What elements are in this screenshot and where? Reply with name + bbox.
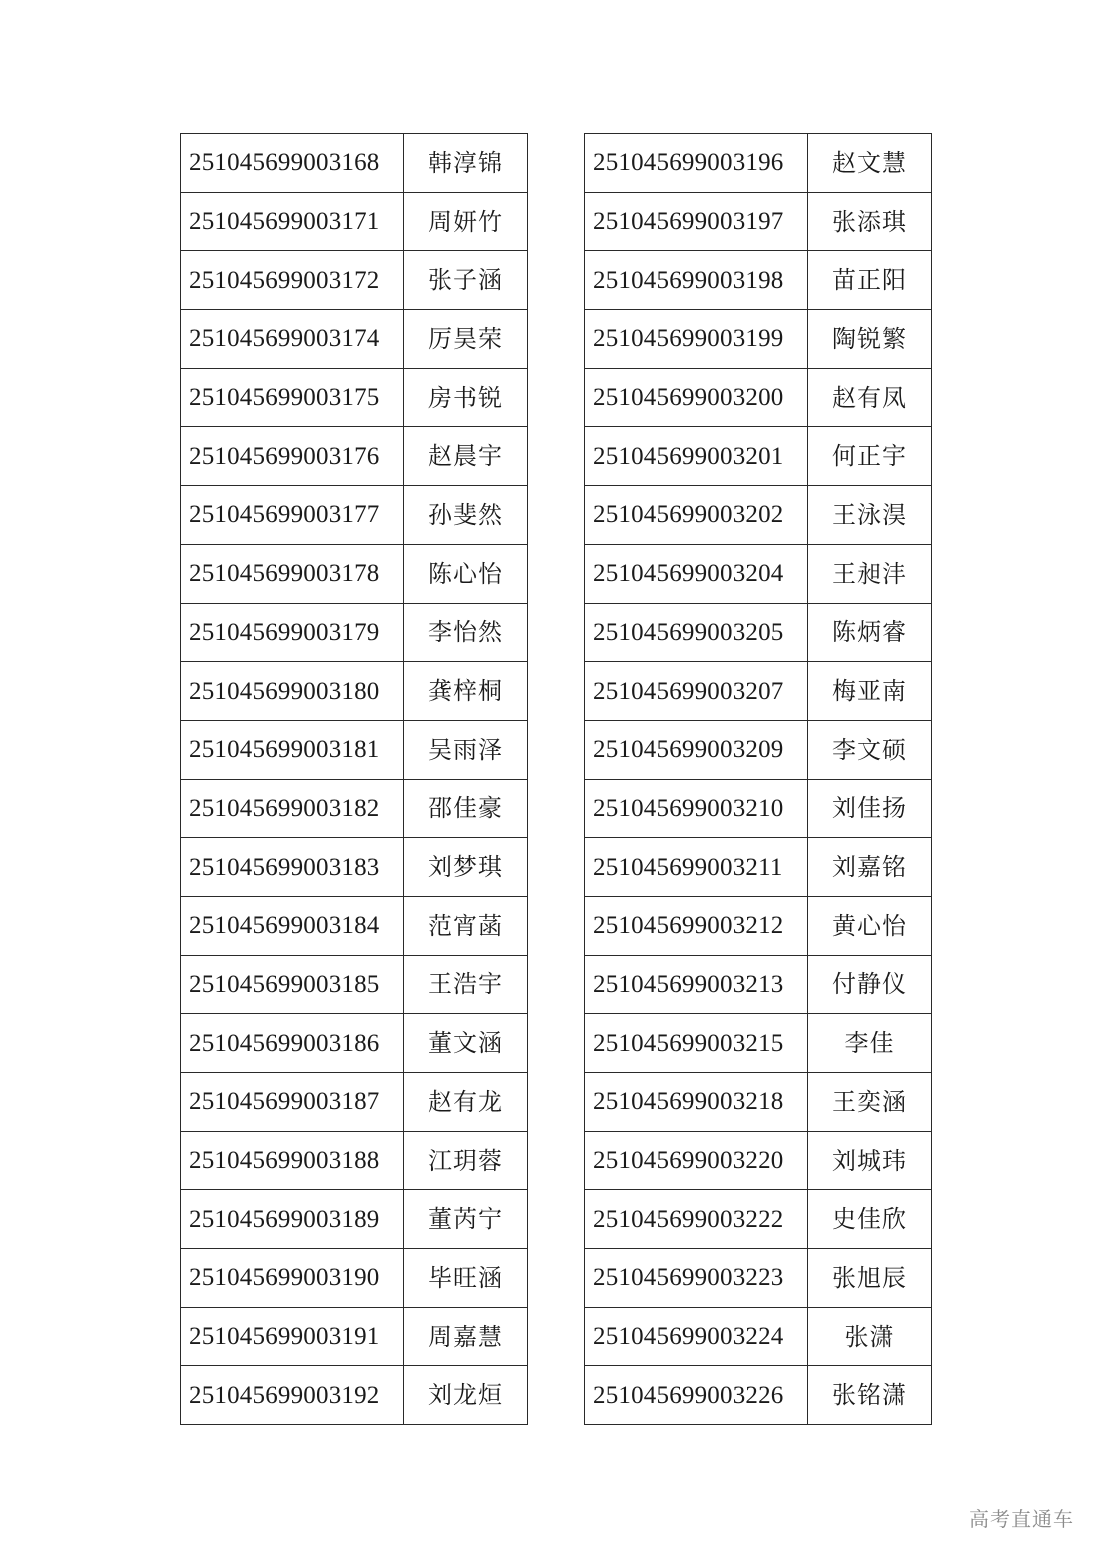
right-roster-table xyxy=(584,133,932,1425)
candidate-id-cell: 251045699003223 xyxy=(585,1249,808,1308)
table-row xyxy=(585,368,932,427)
candidate-name-cell: 何正宇 xyxy=(808,427,932,486)
candidate-id-cell: 251045699003190 xyxy=(181,1249,404,1308)
candidate-name-cell: 董芮宁 xyxy=(404,1190,528,1249)
candidate-id-cell: 251045699003198 xyxy=(585,251,808,310)
candidate-name-cell: 赵晨宇 xyxy=(404,427,528,486)
candidate-id-cell: 251045699003178 xyxy=(181,544,404,603)
candidate-name-cell: 赵文慧 xyxy=(808,134,932,193)
table-row xyxy=(585,192,932,251)
table-row xyxy=(585,310,932,369)
table-row xyxy=(585,1249,932,1308)
table-row xyxy=(585,603,932,662)
candidate-id-cell: 251045699003175 xyxy=(181,368,404,427)
candidate-id-cell: 251045699003204 xyxy=(585,544,808,603)
candidate-id-cell: 251045699003212 xyxy=(585,896,808,955)
candidate-name-cell: 张旭辰 xyxy=(808,1249,932,1308)
table-row xyxy=(585,779,932,838)
candidate-name-cell: 周妍竹 xyxy=(404,192,528,251)
table-row xyxy=(181,251,528,310)
table-row xyxy=(585,544,932,603)
candidate-name-cell: 刘城玮 xyxy=(808,1131,932,1190)
candidate-id-cell: 251045699003218 xyxy=(585,1073,808,1132)
candidate-name-cell: 王昶沣 xyxy=(808,544,932,603)
candidate-id-cell: 251045699003183 xyxy=(181,838,404,897)
table-row xyxy=(181,427,528,486)
candidate-name-cell: 陶锐繁 xyxy=(808,310,932,369)
candidate-name-cell: 付静仪 xyxy=(808,955,932,1014)
table-row xyxy=(585,662,932,721)
table-row xyxy=(181,662,528,721)
candidate-name-cell: 厉昊荣 xyxy=(404,310,528,369)
candidate-id-cell: 251045699003188 xyxy=(181,1131,404,1190)
table-row xyxy=(585,1366,932,1425)
candidate-name-cell: 史佳欣 xyxy=(808,1190,932,1249)
candidate-name-cell: 刘佳扬 xyxy=(808,779,932,838)
table-row xyxy=(181,1249,528,1308)
watermark-label: 高考直通车 xyxy=(969,1507,1074,1531)
candidate-name-cell: 梅亚南 xyxy=(808,662,932,721)
candidate-id-cell: 251045699003185 xyxy=(181,955,404,1014)
candidate-id-cell: 251045699003180 xyxy=(181,662,404,721)
table-row xyxy=(585,1131,932,1190)
candidate-name-cell: 王泳淏 xyxy=(808,486,932,545)
candidate-id-cell: 251045699003174 xyxy=(181,310,404,369)
table-row xyxy=(181,310,528,369)
candidate-name-cell: 张潇 xyxy=(808,1307,932,1366)
candidate-name-cell: 赵有龙 xyxy=(404,1073,528,1132)
candidate-name-cell: 董文涵 xyxy=(404,1014,528,1073)
table-row xyxy=(585,1307,932,1366)
candidate-name-cell: 周嘉慧 xyxy=(404,1307,528,1366)
candidate-name-cell: 韩淳锦 xyxy=(404,134,528,193)
candidate-id-cell: 251045699003177 xyxy=(181,486,404,545)
table-row xyxy=(585,251,932,310)
table-row xyxy=(181,955,528,1014)
left-roster-body xyxy=(181,134,528,1425)
candidate-id-cell: 251045699003211 xyxy=(585,838,808,897)
table-row xyxy=(181,1014,528,1073)
candidate-name-cell: 吴雨泽 xyxy=(404,720,528,779)
candidate-name-cell: 李怡然 xyxy=(404,603,528,662)
candidate-id-cell: 251045699003189 xyxy=(181,1190,404,1249)
candidate-id-cell: 251045699003168 xyxy=(181,134,404,193)
table-row xyxy=(181,192,528,251)
candidate-name-cell: 赵有凤 xyxy=(808,368,932,427)
table-row xyxy=(181,603,528,662)
table-row xyxy=(181,486,528,545)
candidate-name-cell: 苗正阳 xyxy=(808,251,932,310)
table-row xyxy=(585,427,932,486)
right-roster-body xyxy=(585,134,932,1425)
candidate-id-cell: 251045699003196 xyxy=(585,134,808,193)
candidate-name-cell: 张铭潇 xyxy=(808,1366,932,1425)
candidate-id-cell: 251045699003205 xyxy=(585,603,808,662)
candidate-name-cell: 范宵菡 xyxy=(404,896,528,955)
table-row xyxy=(181,1366,528,1425)
candidate-id-cell: 251045699003201 xyxy=(585,427,808,486)
table-row xyxy=(181,1131,528,1190)
candidate-name-cell: 房书锐 xyxy=(404,368,528,427)
candidate-name-cell: 江玥蓉 xyxy=(404,1131,528,1190)
candidate-name-cell: 王浩宇 xyxy=(404,955,528,1014)
candidate-name-cell: 陈心怡 xyxy=(404,544,528,603)
candidate-id-cell: 251045699003181 xyxy=(181,720,404,779)
candidate-id-cell: 251045699003171 xyxy=(181,192,404,251)
table-row xyxy=(181,896,528,955)
candidate-id-cell: 251045699003172 xyxy=(181,251,404,310)
candidate-id-cell: 251045699003224 xyxy=(585,1307,808,1366)
table-row xyxy=(585,1014,932,1073)
table-row xyxy=(181,1073,528,1132)
candidate-id-cell: 251045699003191 xyxy=(181,1307,404,1366)
candidate-id-cell: 251045699003213 xyxy=(585,955,808,1014)
candidate-id-cell: 251045699003187 xyxy=(181,1073,404,1132)
table-row xyxy=(181,720,528,779)
table-row xyxy=(181,838,528,897)
candidate-name-cell: 李文硕 xyxy=(808,720,932,779)
candidate-name-cell: 刘梦琪 xyxy=(404,838,528,897)
candidate-name-cell: 龚梓桐 xyxy=(404,662,528,721)
candidate-id-cell: 251045699003200 xyxy=(585,368,808,427)
table-row xyxy=(181,368,528,427)
candidate-name-cell: 张子涵 xyxy=(404,251,528,310)
candidate-name-cell: 毕旺涵 xyxy=(404,1249,528,1308)
left-roster-table xyxy=(180,133,528,1425)
table-row xyxy=(181,1307,528,1366)
candidate-id-cell: 251045699003220 xyxy=(585,1131,808,1190)
table-row xyxy=(181,1190,528,1249)
candidate-id-cell: 251045699003197 xyxy=(585,192,808,251)
candidate-id-cell: 251045699003192 xyxy=(181,1366,404,1425)
table-row xyxy=(181,544,528,603)
candidate-id-cell: 251045699003222 xyxy=(585,1190,808,1249)
candidate-name-cell: 王奕涵 xyxy=(808,1073,932,1132)
table-row xyxy=(585,955,932,1014)
table-row xyxy=(585,1073,932,1132)
candidate-name-cell: 刘龙烜 xyxy=(404,1366,528,1425)
table-row xyxy=(181,779,528,838)
candidate-name-cell: 邵佳豪 xyxy=(404,779,528,838)
candidate-id-cell: 251045699003199 xyxy=(585,310,808,369)
candidate-name-cell: 李佳 xyxy=(808,1014,932,1073)
candidate-id-cell: 251045699003210 xyxy=(585,779,808,838)
candidate-name-cell: 陈炳睿 xyxy=(808,603,932,662)
table-row xyxy=(585,838,932,897)
table-row xyxy=(585,1190,932,1249)
table-row xyxy=(181,134,528,193)
candidate-id-cell: 251045699003186 xyxy=(181,1014,404,1073)
candidate-id-cell: 251045699003179 xyxy=(181,603,404,662)
table-row xyxy=(585,720,932,779)
candidate-name-cell: 孙斐然 xyxy=(404,486,528,545)
candidate-name-cell: 黄心怡 xyxy=(808,896,932,955)
candidate-id-cell: 251045699003176 xyxy=(181,427,404,486)
candidate-id-cell: 251045699003202 xyxy=(585,486,808,545)
candidate-id-cell: 251045699003226 xyxy=(585,1366,808,1425)
candidate-id-cell: 251045699003207 xyxy=(585,662,808,721)
candidate-id-cell: 251045699003209 xyxy=(585,720,808,779)
candidate-id-cell: 251045699003215 xyxy=(585,1014,808,1073)
candidate-name-cell: 张添琪 xyxy=(808,192,932,251)
candidate-id-cell: 251045699003182 xyxy=(181,779,404,838)
candidate-name-cell: 刘嘉铭 xyxy=(808,838,932,897)
table-row xyxy=(585,134,932,193)
table-row xyxy=(585,486,932,545)
table-row xyxy=(585,896,932,955)
candidate-id-cell: 251045699003184 xyxy=(181,896,404,955)
